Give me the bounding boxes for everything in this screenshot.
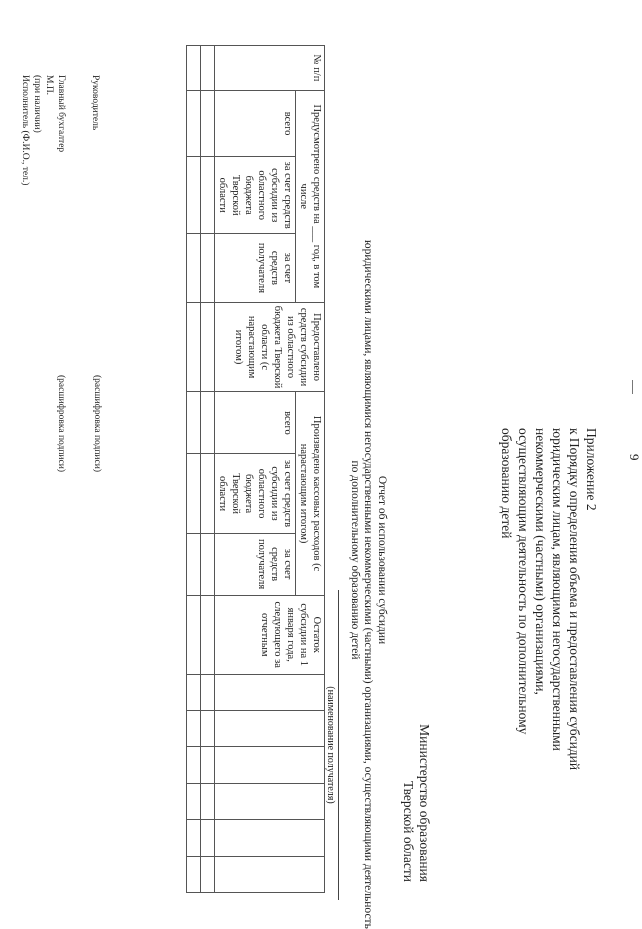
header-provided-sub: из областного бюджета Тверской области (с нарастающим итогом) [233,305,296,389]
header-empty [215,820,325,856]
appendix-line: образованию детей [499,428,514,539]
appendix-line: Приложение 2 [584,428,599,511]
header-provided [215,302,325,392]
addressee-line: Тверской области [401,781,416,882]
header-balance: Остаток субсидии на 1 января года, следующего за отчетным [215,595,325,674]
executor-label: Исполнитель (Ф.И.О., тел.) [20,75,30,186]
header-provided-label: Предоставлено средств субсидии [298,307,322,387]
accountant-label: Главный бухгалтер [56,75,66,153]
report-title-line: юридическими лицами, являющимися негосударственными некоммерческими (частными) организациями, осуществляющими деятельность [362,240,375,929]
stamp-label: М.П. [44,75,54,96]
subheader-spent-total: всего [215,392,296,454]
stamp-note: (при наличии) [32,75,42,133]
appendix-line: юридическим лицам, являющимся негосударственными [550,428,565,751]
recipient-caption: (наименование получателя) [325,686,336,804]
header-num: № п/п [215,46,325,91]
head-label: Руководитель [90,75,100,131]
subheader-total: всего [215,90,296,156]
addressee [400,652,432,882]
appendix-line: осуществляющим деятельность по дополнительному [516,428,531,735]
page-number: 9 [627,454,642,461]
report-title-line: Отчет об использовании субсидии [376,475,388,645]
margin-mark [632,380,633,394]
subheader-recipient: за счет средств получателя [215,234,296,302]
appendix-line: к Порядку определения объема и предоставления субсидий [567,428,582,771]
head-decoding: (расшифровка подписи) [92,375,102,472]
report-title [348,240,389,929]
header-empty [215,747,325,783]
recipient-name-line [338,590,339,900]
addressee-line: Министерство образования [417,724,432,882]
subheader-spent-regional: за счет средств субсидии из областного бюджета Тверской области [215,454,296,533]
header-planned: Предусмотрено средств на ___ год, в том числе [296,90,325,302]
accountant-decoding: (расшифровка подписи) [56,375,66,472]
subheader-regional: за счет средств субсидии из областного бюджета Тверской области [215,157,296,234]
appendix-header [498,428,600,848]
report-table [186,45,325,893]
subheader-spent-recipient: за счет средств получателя [215,533,296,595]
header-empty [215,711,325,747]
header-empty [215,856,325,893]
header-empty [215,674,325,710]
header-spent: Произведено кассовых расходов (с нарастающим итогом) [296,392,325,595]
report-title-line: по дополнительному образованию детей [349,460,361,660]
header-empty [215,783,325,819]
table-row [187,46,201,893]
table-row [201,46,215,893]
appendix-line: некоммерческими (частными) организациями, [533,428,548,695]
